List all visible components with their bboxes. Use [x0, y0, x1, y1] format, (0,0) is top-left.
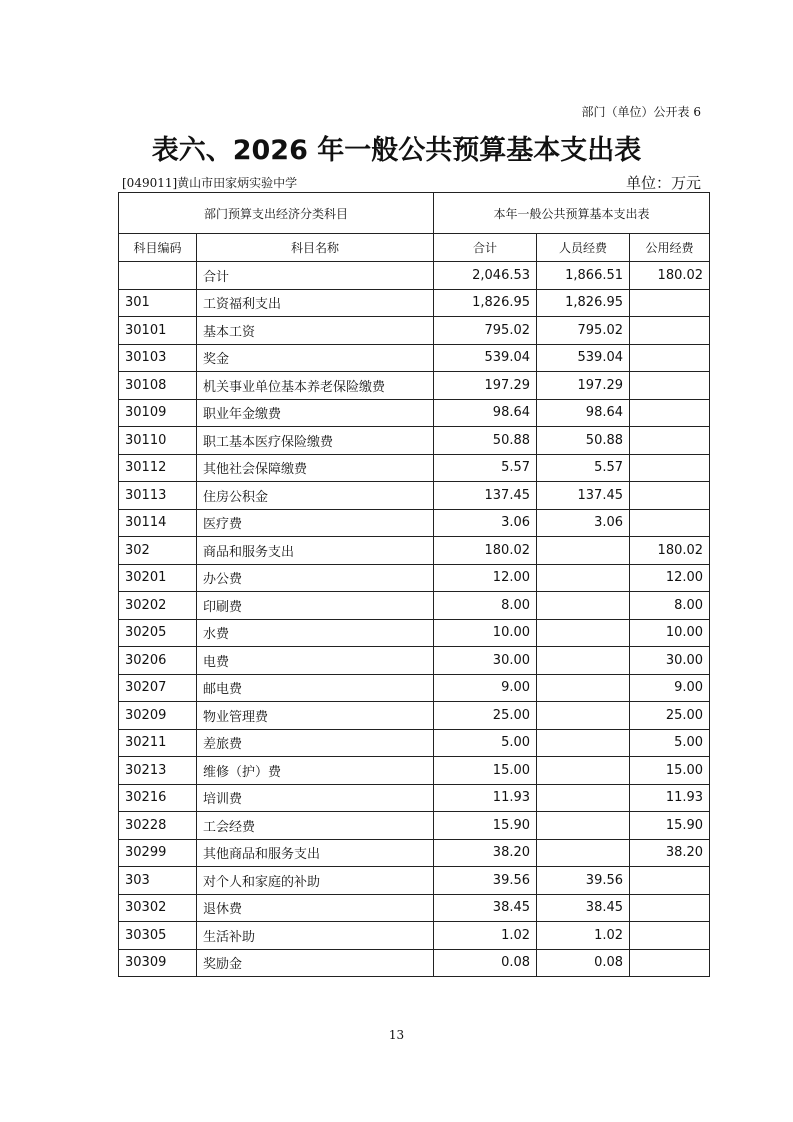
cell-name: 住房公积金	[197, 482, 434, 510]
table-row	[119, 399, 710, 427]
cell-total: 11.93	[434, 784, 537, 812]
cell-total: 15.90	[434, 812, 537, 840]
cell-public: 30.00	[630, 647, 710, 675]
cell-name: 办公费	[197, 564, 434, 592]
cell-public	[630, 894, 710, 922]
cell-name: 培训费	[197, 784, 434, 812]
cell-personnel: 39.56	[537, 867, 630, 895]
cell-total: 8.00	[434, 592, 537, 620]
cell-public	[630, 922, 710, 950]
cell-total: 98.64	[434, 399, 537, 427]
column-header-total: 合计	[434, 234, 537, 262]
cell-code: 30101	[119, 317, 197, 345]
cell-public	[630, 949, 710, 977]
cell-public: 11.93	[630, 784, 710, 812]
cell-personnel	[537, 729, 630, 757]
cell-name: 工资福利支出	[197, 289, 434, 317]
cell-name: 退休费	[197, 894, 434, 922]
cell-personnel: 0.08	[537, 949, 630, 977]
cell-public: 5.00	[630, 729, 710, 757]
cell-personnel	[537, 647, 630, 675]
cell-total: 38.20	[434, 839, 537, 867]
cell-personnel	[537, 812, 630, 840]
table-row	[119, 537, 710, 565]
cell-name: 维修（护）费	[197, 757, 434, 785]
cell-name: 奖金	[197, 344, 434, 372]
cell-personnel	[537, 839, 630, 867]
table-row	[119, 702, 710, 730]
table-row	[119, 262, 710, 290]
column-header-name: 科目名称	[197, 234, 434, 262]
cell-code: 30201	[119, 564, 197, 592]
cell-code: 30228	[119, 812, 197, 840]
cell-name: 工会经费	[197, 812, 434, 840]
cell-public: 15.90	[630, 812, 710, 840]
cell-code: 30209	[119, 702, 197, 730]
column-header-personnel: 人员经费	[537, 234, 630, 262]
cell-total: 137.45	[434, 482, 537, 510]
cell-code: 30213	[119, 757, 197, 785]
cell-personnel: 1.02	[537, 922, 630, 950]
cell-total: 539.04	[434, 344, 537, 372]
cell-total: 1,826.95	[434, 289, 537, 317]
cell-personnel: 795.02	[537, 317, 630, 345]
page-number: 13	[388, 1028, 405, 1042]
cell-public: 15.00	[630, 757, 710, 785]
cell-name: 奖励金	[197, 949, 434, 977]
cell-personnel	[537, 757, 630, 785]
cell-personnel	[537, 702, 630, 730]
cell-total: 1.02	[434, 922, 537, 950]
cell-personnel: 1,826.95	[537, 289, 630, 317]
cell-name: 其他商品和服务支出	[197, 839, 434, 867]
group-header-classification: 部门预算支出经济分类科目	[119, 193, 434, 234]
cell-name: 基本工资	[197, 317, 434, 345]
cell-code: 30113	[119, 482, 197, 510]
group-header-expenditure: 本年一般公共预算基本支出表	[434, 193, 710, 234]
cell-code: 30302	[119, 894, 197, 922]
cell-total: 50.88	[434, 427, 537, 455]
cell-total: 2,046.53	[434, 262, 537, 290]
cell-personnel	[537, 537, 630, 565]
table-row	[119, 867, 710, 895]
cell-personnel	[537, 564, 630, 592]
organization-name: [049011]黄山市田家炳实验中学	[122, 176, 298, 190]
cell-public: 10.00	[630, 619, 710, 647]
cell-name: 合计	[197, 262, 434, 290]
table-row	[119, 289, 710, 317]
cell-code: 30216	[119, 784, 197, 812]
cell-name: 机关事业单位基本养老保险缴费	[197, 372, 434, 400]
column-header-public: 公用经费	[630, 234, 710, 262]
table-row	[119, 482, 710, 510]
column-header-code: 科目编码	[119, 234, 197, 262]
cell-code: 302	[119, 537, 197, 565]
table-row	[119, 564, 710, 592]
cell-name: 电费	[197, 647, 434, 675]
cell-code: 30205	[119, 619, 197, 647]
cell-total: 197.29	[434, 372, 537, 400]
budget-table	[118, 192, 710, 977]
cell-personnel	[537, 592, 630, 620]
table-row	[119, 729, 710, 757]
cell-name: 医疗费	[197, 509, 434, 537]
cell-personnel: 3.06	[537, 509, 630, 537]
cell-total: 30.00	[434, 647, 537, 675]
table-row	[119, 592, 710, 620]
cell-code: 30202	[119, 592, 197, 620]
cell-total: 795.02	[434, 317, 537, 345]
table-row	[119, 757, 710, 785]
cell-public	[630, 344, 710, 372]
cell-code: 30211	[119, 729, 197, 757]
cell-personnel: 197.29	[537, 372, 630, 400]
cell-personnel	[537, 674, 630, 702]
cell-code: 30109	[119, 399, 197, 427]
cell-total: 3.06	[434, 509, 537, 537]
cell-public	[630, 427, 710, 455]
cell-personnel: 98.64	[537, 399, 630, 427]
cell-public: 180.02	[630, 537, 710, 565]
table-row	[119, 894, 710, 922]
cell-name: 印刷费	[197, 592, 434, 620]
cell-public: 8.00	[630, 592, 710, 620]
cell-personnel	[537, 619, 630, 647]
table-row	[119, 509, 710, 537]
table-tag: 部门（单位）公开表 6	[581, 105, 701, 119]
cell-total: 25.00	[434, 702, 537, 730]
cell-code: 30299	[119, 839, 197, 867]
cell-public	[630, 509, 710, 537]
cell-personnel: 137.45	[537, 482, 630, 510]
cell-code	[119, 262, 197, 290]
cell-total: 12.00	[434, 564, 537, 592]
cell-code: 30114	[119, 509, 197, 537]
cell-name: 对个人和家庭的补助	[197, 867, 434, 895]
table-row	[119, 784, 710, 812]
cell-code: 30108	[119, 372, 197, 400]
cell-public: 12.00	[630, 564, 710, 592]
table-row	[119, 839, 710, 867]
cell-total: 15.00	[434, 757, 537, 785]
cell-public	[630, 372, 710, 400]
cell-public	[630, 317, 710, 345]
table-row	[119, 344, 710, 372]
cell-code: 301	[119, 289, 197, 317]
cell-name: 职工基本医疗保险缴费	[197, 427, 434, 455]
cell-public	[630, 454, 710, 482]
table-row	[119, 647, 710, 675]
cell-code: 30112	[119, 454, 197, 482]
table-body	[119, 262, 710, 977]
cell-public	[630, 289, 710, 317]
table-row	[119, 619, 710, 647]
table-row	[119, 922, 710, 950]
table-row	[119, 372, 710, 400]
table-row	[119, 317, 710, 345]
cell-public	[630, 482, 710, 510]
page-title: 表六、2026 年一般公共预算基本支出表	[151, 135, 642, 166]
cell-name: 职业年金缴费	[197, 399, 434, 427]
table-row	[119, 427, 710, 455]
cell-personnel: 38.45	[537, 894, 630, 922]
cell-personnel: 5.57	[537, 454, 630, 482]
cell-name: 水费	[197, 619, 434, 647]
cell-code: 303	[119, 867, 197, 895]
cell-name: 生活补助	[197, 922, 434, 950]
cell-code: 30305	[119, 922, 197, 950]
cell-total: 38.45	[434, 894, 537, 922]
cell-total: 0.08	[434, 949, 537, 977]
cell-code: 30206	[119, 647, 197, 675]
cell-public: 25.00	[630, 702, 710, 730]
unit-label: 单位：万元	[625, 174, 701, 192]
cell-code: 30207	[119, 674, 197, 702]
cell-code: 30309	[119, 949, 197, 977]
table-row	[119, 454, 710, 482]
cell-public	[630, 867, 710, 895]
cell-name: 邮电费	[197, 674, 434, 702]
cell-personnel	[537, 784, 630, 812]
cell-name: 商品和服务支出	[197, 537, 434, 565]
table-row	[119, 812, 710, 840]
cell-personnel: 50.88	[537, 427, 630, 455]
cell-public	[630, 399, 710, 427]
cell-code: 30103	[119, 344, 197, 372]
cell-name: 物业管理费	[197, 702, 434, 730]
cell-public: 180.02	[630, 262, 710, 290]
table-row	[119, 949, 710, 977]
cell-name: 差旅费	[197, 729, 434, 757]
cell-total: 39.56	[434, 867, 537, 895]
cell-personnel: 1,866.51	[537, 262, 630, 290]
cell-total: 10.00	[434, 619, 537, 647]
cell-public: 38.20	[630, 839, 710, 867]
table-row	[119, 674, 710, 702]
cell-total: 5.00	[434, 729, 537, 757]
cell-total: 5.57	[434, 454, 537, 482]
cell-total: 180.02	[434, 537, 537, 565]
cell-name: 其他社会保障缴费	[197, 454, 434, 482]
cell-code: 30110	[119, 427, 197, 455]
cell-total: 9.00	[434, 674, 537, 702]
cell-personnel: 539.04	[537, 344, 630, 372]
cell-public: 9.00	[630, 674, 710, 702]
